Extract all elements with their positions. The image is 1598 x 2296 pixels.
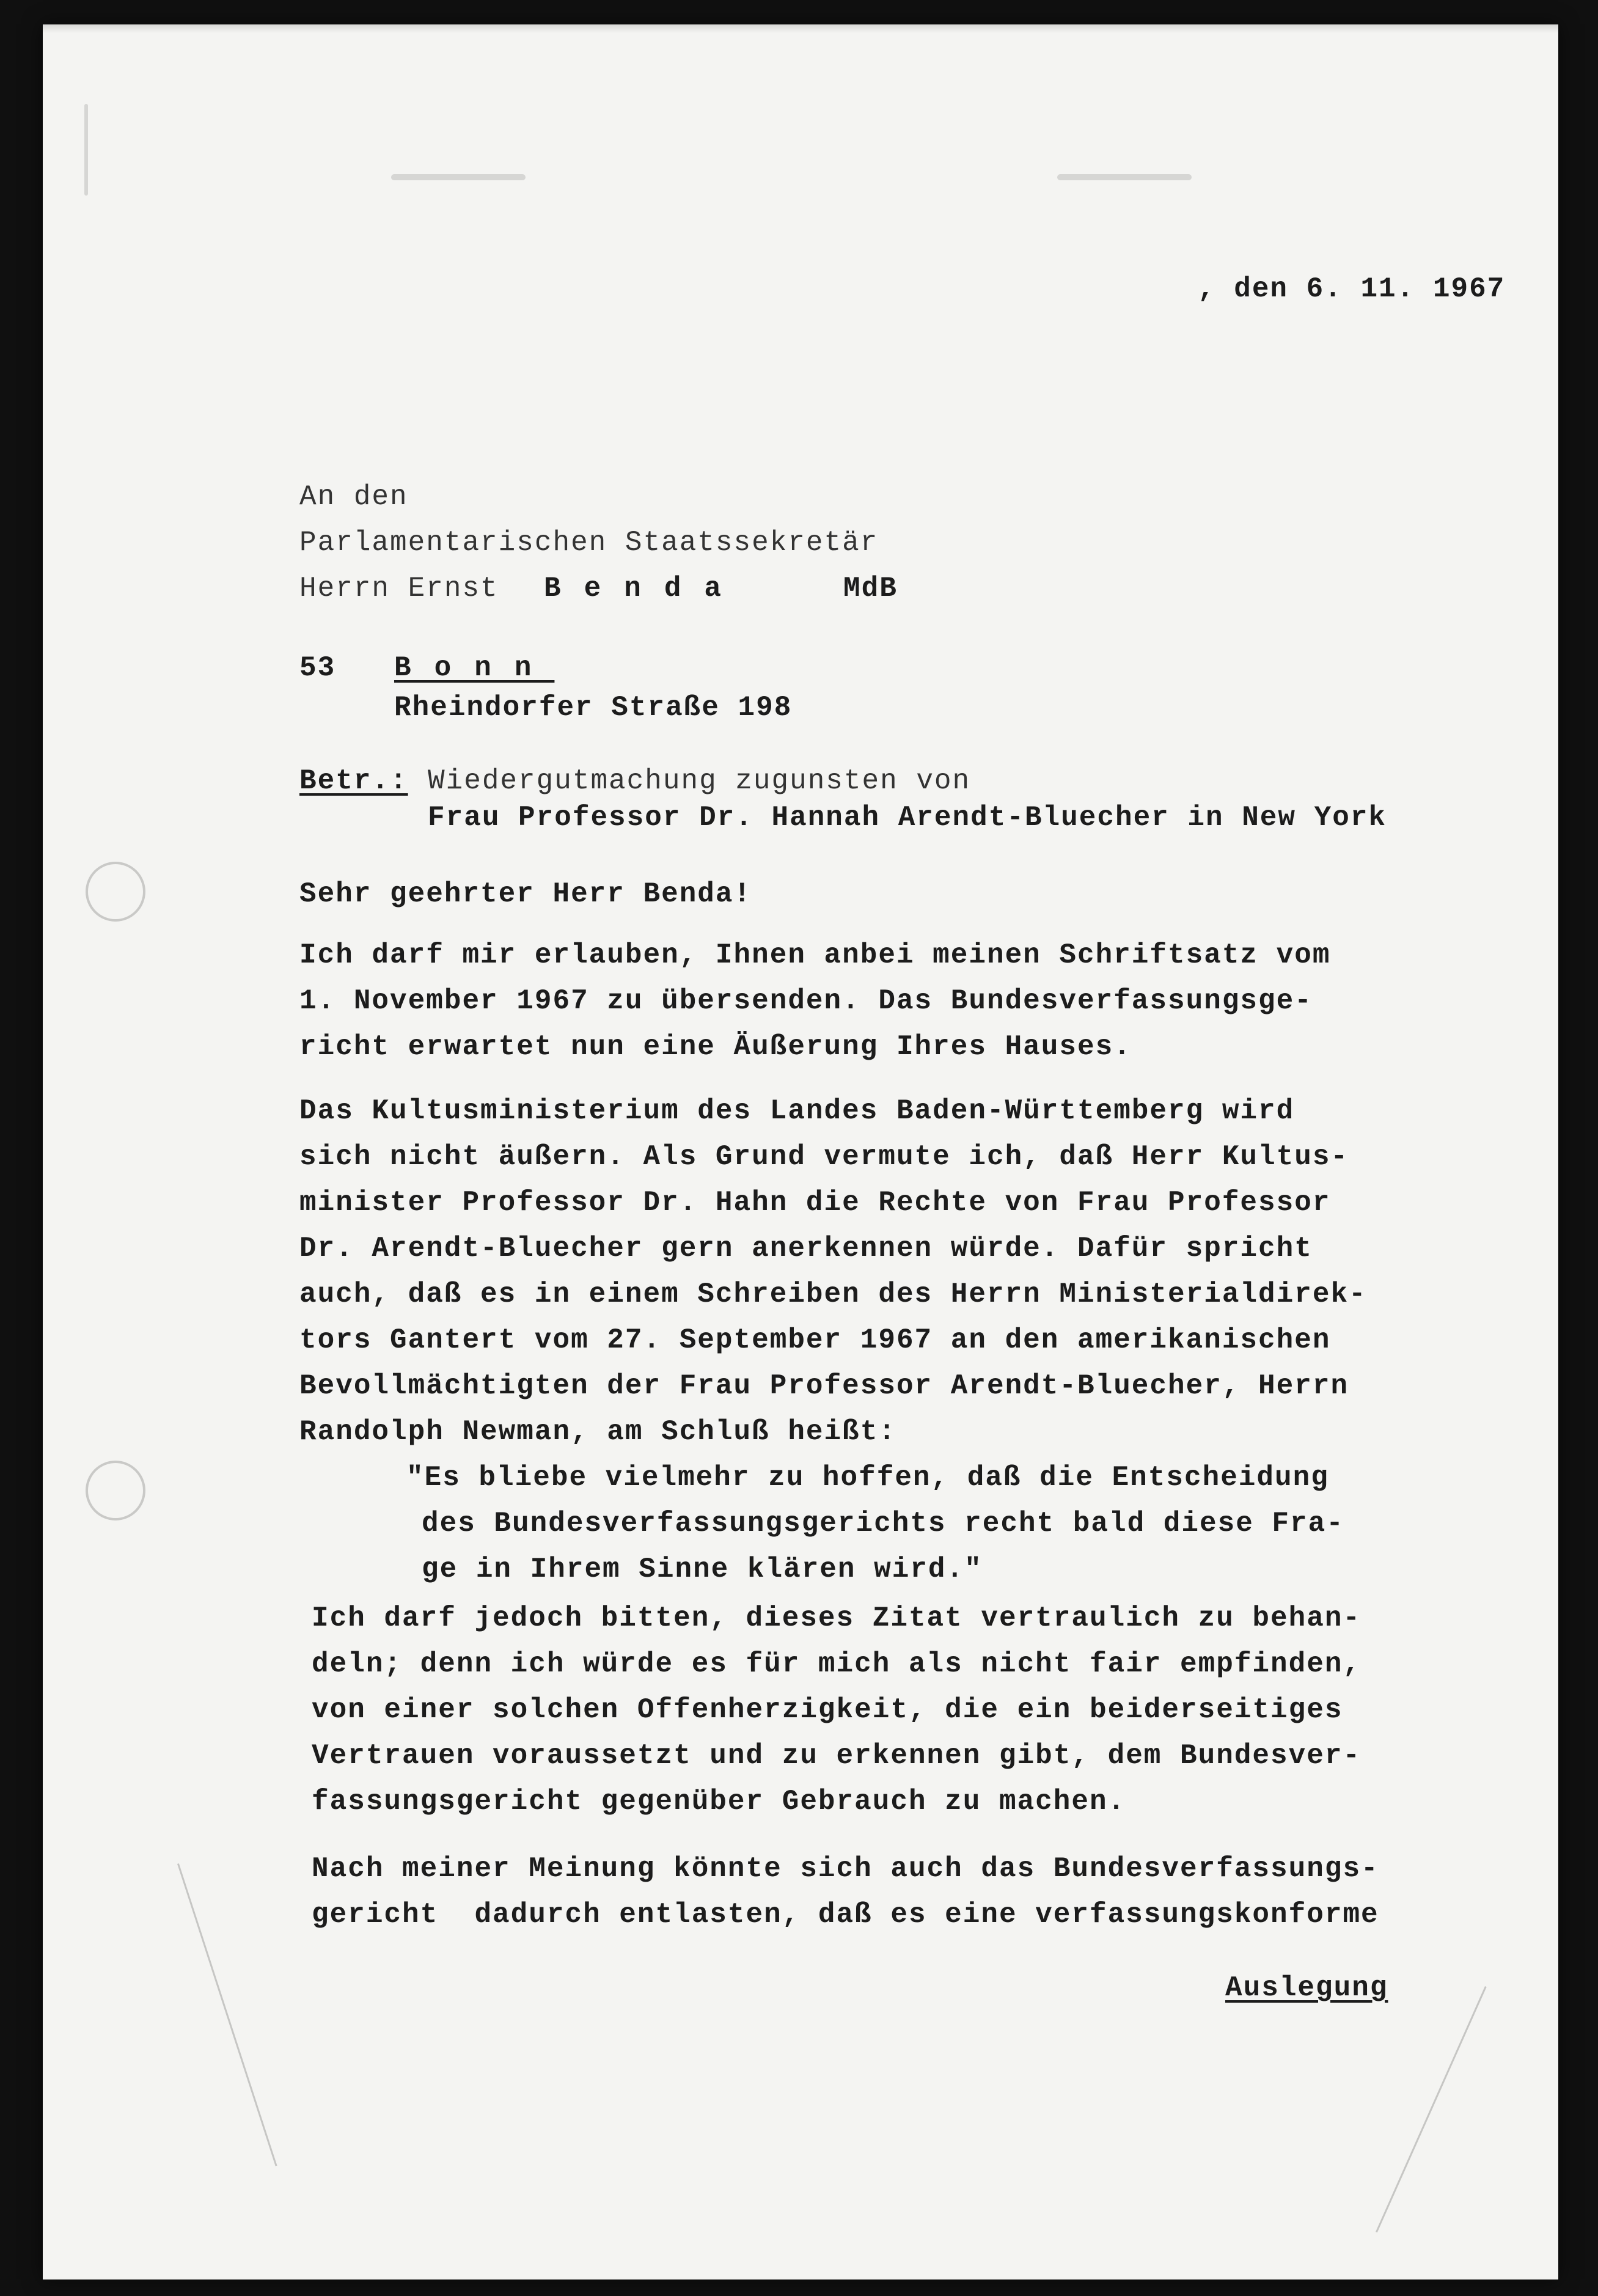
paragraph-2-line: minister Professor Dr. Hahn die Rechte von Frau Professor — [299, 1187, 1331, 1219]
paragraph-2-line: tors Gantert vom 27. September 1967 an den amerikanischen — [299, 1324, 1331, 1356]
paper-crease-right — [1376, 1986, 1487, 2232]
paragraph-2-line: Randolph Newman, am Schluß heißt: — [299, 1416, 896, 1448]
recipient-city: Bonn — [394, 652, 555, 684]
recipient-street: Rheindorfer Straße 198 — [394, 692, 793, 724]
quote-line: des Bundesverfassungsgerichts recht bald diese Fra- — [422, 1508, 1344, 1539]
paragraph-1-line: Ich darf mir erlauben, Ihnen anbei meinen Schriftsatz vom — [299, 939, 1331, 971]
quote-line: "Es bliebe vielmehr zu hoffen, daß die Entscheidung — [406, 1462, 1329, 1494]
quote-line: ge in Ihrem Sinne klären wird." — [422, 1553, 983, 1585]
salutation: Sehr geehrter Herr Benda! — [299, 878, 752, 910]
recipient-postcode: 53 — [299, 652, 336, 684]
recipient-name: Benda — [544, 573, 745, 604]
paper-crease-left — [177, 1863, 277, 2166]
paragraph-3-line: deln; denn ich würde es für mich als nicht fair empfinden, — [312, 1648, 1362, 1680]
paragraph-2-line: Bevollmächtigten der Frau Professor Arendt-Bluecher, Herrn — [299, 1370, 1349, 1402]
paragraph-1-line: 1. November 1967 zu übersenden. Das Bundesverfassungsge- — [299, 985, 1313, 1017]
paragraph-3-line: Ich darf jedoch bitten, dieses Zitat vertraulich zu behan- — [312, 1602, 1362, 1634]
paragraph-4-line: Nach meiner Meinung könnte sich auch das Bundesverfassungs- — [312, 1853, 1379, 1885]
subject-line-1: Wiedergutmachung zugunsten von — [428, 765, 971, 797]
recipient-line-1: An den — [299, 481, 408, 513]
paragraph-3-line: fassungsgericht gegenüber Gebrauch zu machen. — [312, 1786, 1126, 1817]
recipient-line-2: Parlamentarischen Staatssekretär — [299, 527, 879, 559]
faded-mark-right — [1057, 174, 1192, 180]
punch-hole-top — [86, 862, 145, 922]
paragraph-2-line: Dr. Arendt-Bluecher gern anerkennen würde. Dafür spricht — [299, 1233, 1313, 1264]
letter-page — [43, 24, 1558, 2279]
paragraph-1-line: richt erwartet nun eine Äußerung Ihres Hauses. — [299, 1031, 1132, 1063]
subject-label: Betr.: — [299, 765, 408, 797]
catchword: Auslegung — [1225, 1972, 1388, 2004]
paragraph-4-line: gericht dadurch entlasten, daß es eine verfassungskonforme — [312, 1899, 1379, 1931]
punch-hole-bottom — [86, 1461, 145, 1520]
paragraph-2-line: sich nicht äußern. Als Grund vermute ich, daß Herr Kultus- — [299, 1141, 1349, 1173]
recipient-line-3-prefix: Herrn Ernst — [299, 573, 499, 604]
paragraph-2-line: Das Kultusministerium des Landes Baden-Württemberg wird — [299, 1095, 1295, 1127]
page-top-edge — [43, 24, 1558, 33]
letter-date: , den 6. 11. 1967 — [1198, 273, 1506, 305]
subject-line-2: Frau Professor Dr. Hannah Arendt-Bluecher in New York — [428, 802, 1387, 834]
recipient-title-mdb: MdB — [843, 573, 898, 604]
margin-mark — [84, 104, 88, 196]
faded-mark-left — [391, 174, 526, 180]
paragraph-2-line: auch, daß es in einem Schreiben des Herrn Ministerialdirek- — [299, 1278, 1367, 1310]
paragraph-3-line: von einer solchen Offenherzigkeit, die ein beiderseitiges — [312, 1694, 1343, 1726]
paragraph-3-line: Vertrauen voraussetzt und zu erkennen gibt, dem Bundesver- — [312, 1740, 1362, 1772]
